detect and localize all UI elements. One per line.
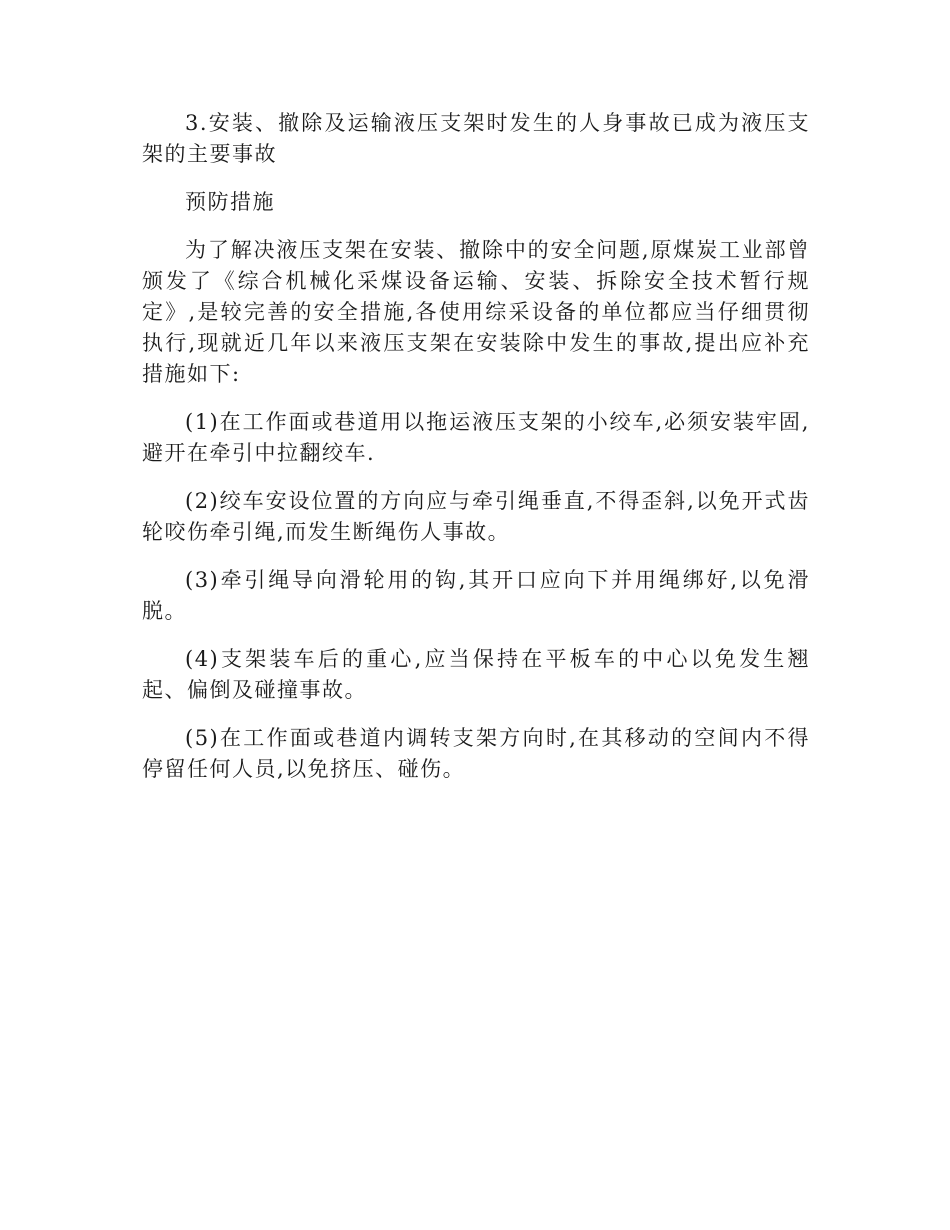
document-page (142, 108, 810, 802)
section-heading-prevention: 预防措施 (185, 190, 275, 214)
measure-item-3: (3)牵引绳导向滑轮用的钩,其开口应向下并用绳绑好,以免滑脱。 (142, 568, 810, 623)
measure-item-4: (4)支架装车后的重心,应当保持在平板车的中心以免发生翘起、偏倒及碰撞事故。 (142, 647, 810, 702)
measure-item-1: (1)在工作面或巷道用以拖运液压支架的小绞车,必须安装牢固,避开在牵引中拉翻绞车. (142, 410, 810, 465)
paragraph-accident-note: 3.安装、撤除及运输液压支架时发生的人身事故已成为液压支架的主要事故 (142, 111, 810, 166)
measure-item-2: (2)绞车安设位置的方向应与牵引绳垂直,不得歪斜,以免开式齿轮咬伤牵引绳,而发生断绳伤人事故。 (142, 489, 810, 544)
measure-item-5: (5)在工作面或巷道内调转支架方向时,在其移动的空间内不得停留任何人员,以免挤压、碰伤。 (142, 726, 810, 781)
paragraph-intro: 为了解决液压支架在安装、撤除中的安全问题,原煤炭工业部曾颁发了《综合机械化采煤设备运输、安装、拆除安全技术暂行规定》,是较完善的安全措施,各使用综采设备的单位都应当仔细贯彻执行,现就近几年以来液压支架在安装除中发生的事故,提出应补充措施如下: (142, 238, 810, 386)
